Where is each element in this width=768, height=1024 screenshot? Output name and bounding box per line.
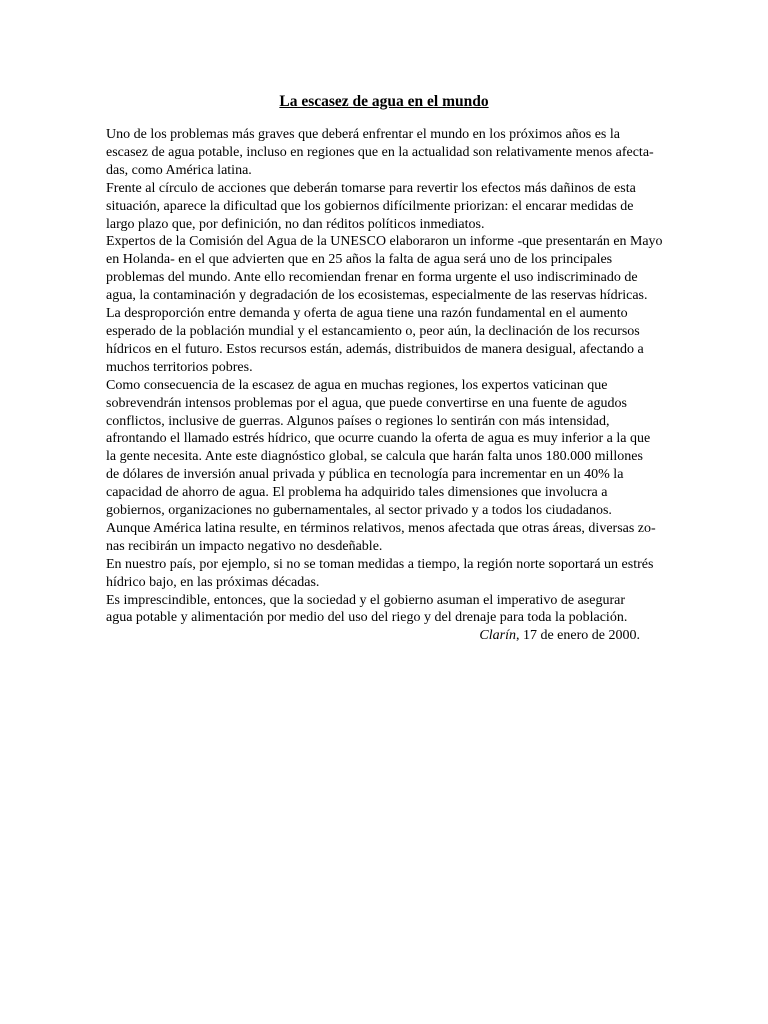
body-line: en Holanda- en el que advierten que en 25 años la falta de agua será uno de los principales — [106, 252, 613, 268]
body-line: Aunque América latina resulte, en términos relativos, menos afectada que otras áreas, diversas zo- — [106, 520, 656, 536]
body-line: de dólares de inversión anual privada y pública en tecnología para incrementar en un 40% la — [106, 467, 624, 483]
body-line: afrontando el llamado estrés hídrico, que ocurre cuando la oferta de agua es muy inferior a la que — [106, 431, 651, 447]
body-line: hídrico bajo, en las próximas décadas. — [106, 574, 320, 590]
body-line: situación, aparece la dificultad que los gobiernos difícilmente priorizan: el encarar medidas de — [106, 198, 634, 214]
body-line: nas recibirán un impacto negativo no desdeñable. — [106, 538, 383, 554]
body-line: Uno de los problemas más graves que deberá enfrentar el mundo en los próximos años es la — [106, 127, 620, 142]
body-line: muchos territorios pobres. — [106, 359, 253, 375]
body-line: sobrevendrán intensos problemas por el agua, que puede convertirse en una fuente de agudos — [106, 395, 627, 411]
body-line: agua, la contaminación y degradación de los ecosistemas, especialmente de las reservas hídricas. — [106, 288, 648, 304]
body-line: problemas del mundo. Ante ello recomiendan frenar en forma urgente el uso indiscriminado de — [106, 270, 638, 286]
body-line: Expertos de la Comisión del Agua de la UNESCO elaboraron un informe -que presentarán en Mayo — [106, 234, 663, 250]
body-line: Es imprescindible, entonces, que la sociedad y el gobierno asuman el imperativo de asegurar — [106, 592, 625, 608]
signature-source: Clarín — [479, 628, 516, 644]
body-line: En nuestro país, por ejemplo, si no se toman medidas a tiempo, la región norte soportará un estrés — [106, 556, 654, 572]
document-page — [106, 92, 662, 645]
signature-date: , 17 de enero de 2000. — [515, 628, 640, 644]
document-signature — [106, 627, 662, 645]
body-line: Frente al círculo de acciones que deberán tomarse para revertir los efectos más dañinos de esta — [106, 180, 636, 196]
body-line: largo plazo que, por definición, no dan réditos políticos inmediatos. — [106, 216, 485, 232]
body-line: conflictos, inclusive de guerras. Algunos países o regiones lo sentirán con más intensidad, — [106, 413, 610, 429]
body-line: Como consecuencia de la escasez de agua en muchas regiones, los expertos vaticinan que — [106, 377, 608, 393]
body-line: gobiernos, organizaciones no gubernamentales, al sector privado y a todos los ciudadanos. — [106, 503, 612, 519]
body-line: esperado de la población mundial y el estancamiento o, peor aún, la declinación de los recursos — [106, 323, 640, 339]
document-title: La escasez de agua en el mundo — [279, 93, 489, 110]
body-line: hídricos en el futuro. Estos recursos están, además, distribuidos de manera desigual, afectando a — [106, 341, 644, 357]
body-line: agua potable y alimentación por medio del uso del riego y del drenaje para toda la población. — [106, 610, 628, 626]
body-line: La desproporción entre demanda y oferta de agua tiene una razón fundamental en el aumento — [106, 306, 628, 322]
body-line: capacidad de ahorro de agua. El problema ha adquirido tales dimensiones que involucra a — [106, 485, 608, 501]
body-line: das, como América latina. — [106, 162, 252, 178]
document-body — [106, 126, 662, 627]
body-line: la gente necesita. Ante este diagnóstico global, se calcula que harán falta unos 180.000 millones — [106, 449, 643, 465]
body-line: escasez de agua potable, incluso en regiones que en la actualidad son relativamente menos afecta- — [106, 144, 654, 160]
